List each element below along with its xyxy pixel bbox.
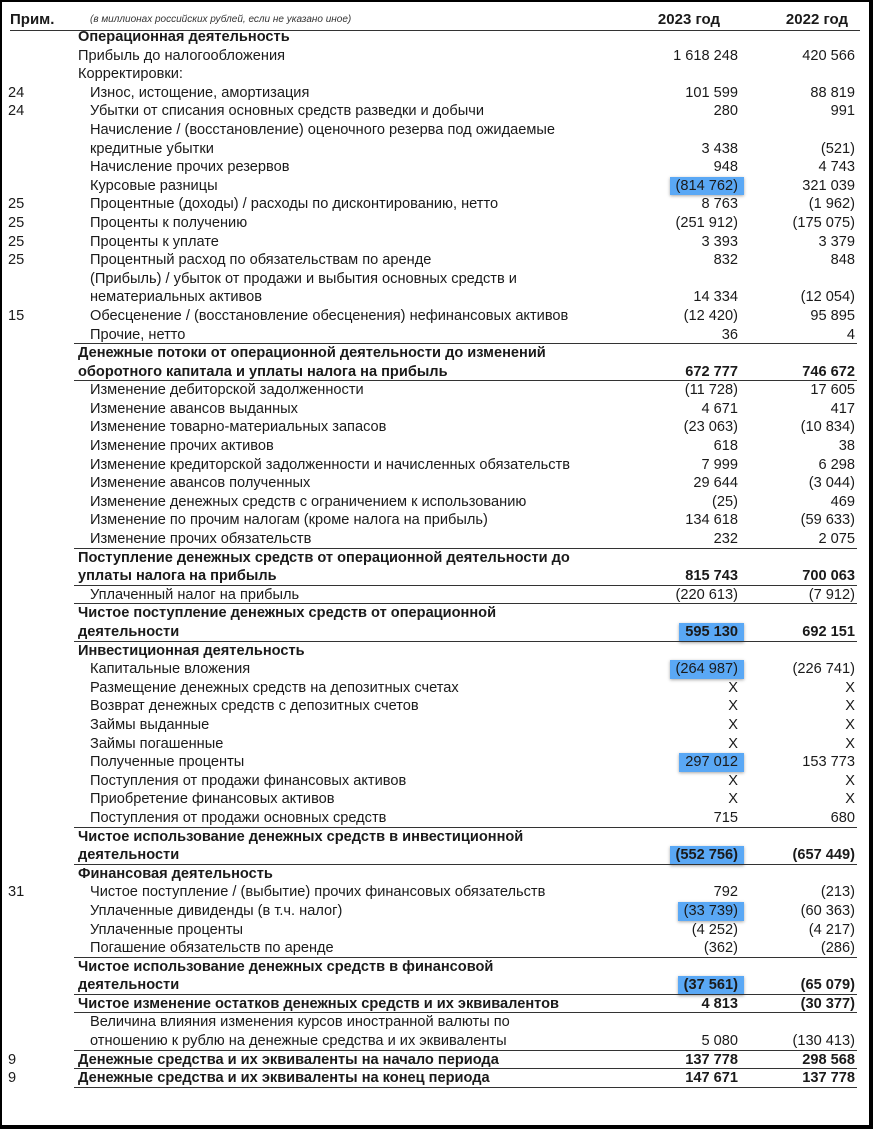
value-2023: (814 762) [670,177,744,196]
value-2023: (220 613) [675,586,738,603]
row-label: Займы выданные [90,716,210,733]
value-2022: 88 819 [810,84,855,101]
table-row [2,530,869,549]
value-2023: 36 [721,326,738,343]
row-label: Чистое поступление денежных средств от операционной [78,605,497,622]
value-2022: (3 044) [808,475,855,492]
row-label: Корректировки: [78,66,183,83]
row-label: Погашение обязательств по аренде [90,940,334,957]
row-label: Приобретение финансовых активов [90,791,335,808]
total-row [2,623,869,642]
value-2023: (12 420) [683,307,738,324]
value-2023: 5 080 [701,1033,738,1050]
row-label: Износ, истощение, амортизация [90,84,310,101]
table-row [2,270,869,289]
value-2023: X [728,716,738,733]
value-2023: (37 561) [678,976,744,995]
value-2022: X [845,716,855,733]
row-label: Уплаченные дивиденды (в т.ч. налог) [90,902,343,919]
value-2022: 469 [830,493,855,510]
table-row [2,679,869,698]
table-row [2,47,869,66]
value-2022: 746 672 [802,363,855,380]
value-2023: X [728,698,738,715]
value-2022: 6 298 [818,456,855,473]
value-2022: X [845,791,855,808]
section-heading-row [2,642,869,661]
value-2022: 4 743 [818,159,855,176]
row-label: Процентный расход по обязательствам по аренде [90,252,432,269]
table-row [2,195,869,214]
value-2023: 815 743 [685,568,738,585]
value-2023: X [728,735,738,752]
row-label: Изменение прочих активов [90,438,274,455]
section-heading-row [2,28,869,47]
value-2022: (1 962) [808,196,855,213]
cash-flow-statement [2,2,869,1125]
row-label: кредитные убытки [90,140,214,157]
row-label: Изменение товарно-материальных запасов [90,419,387,436]
value-2022: 991 [830,103,855,120]
row-label: Размещение денежных средств на депозитных счетах [90,679,459,696]
value-2022: (521) [820,140,855,157]
row-label: Проценты к уплате [90,233,219,250]
value-2022: (60 363) [800,902,855,919]
value-2023: (25) [712,493,738,510]
table-row [2,772,869,791]
value-2023: 1 618 248 [673,47,738,64]
row-label: Финансовая деятельность [78,865,273,882]
value-2023: 297 012 [679,753,744,772]
value-2022: (59 633) [800,512,855,529]
value-2022: 3 379 [818,233,855,250]
value-2023: 29 644 [693,475,738,492]
table-row [2,214,869,233]
value-2023: (4 252) [691,921,738,938]
value-2023: (362) [703,940,738,957]
value-2022: 700 063 [802,568,855,585]
value-2022: X [845,772,855,789]
row-label: Курсовые разницы [90,177,218,194]
table-row [2,939,869,958]
value-2023: 232 [713,531,738,548]
value-2023: (23 063) [683,419,738,436]
total-row [2,549,869,568]
value-2023: X [728,772,738,789]
value-2022: (657 449) [792,847,855,864]
row-label: Поступление денежных средств от операционной деятельности до [78,549,570,566]
row-label: отношению к рублю на денежные средства и их эквиваленты [90,1033,507,1050]
row-label: Изменение кредиторской задолженности и начисленных обязательств [90,456,570,473]
total-row [2,846,869,865]
value-2023: (11 728) [684,382,738,399]
row-label: Изменение авансов выданных [90,400,298,417]
row-label: Операционная деятельность [78,29,290,45]
row-label: деятельности [78,624,180,640]
row-label: Денежные средства и их эквиваленты на конец периода [78,1070,490,1087]
value-2023: 4 671 [701,400,738,417]
value-2023: 280 [713,103,738,120]
table-row [2,735,869,754]
table-row [2,697,869,716]
row-label: Начисление прочих резервов [90,159,290,176]
value-2023: 137 778 [685,1051,738,1068]
value-2023: 792 [713,884,738,901]
note-ref: 24 [8,103,25,120]
note-ref: 31 [8,884,25,901]
value-2022: X [845,679,855,696]
table-row [2,158,869,177]
value-2022: (130 413) [792,1033,855,1050]
row-label: деятельности [78,847,180,864]
value-2023: (552 756) [670,846,744,865]
value-2022: X [845,735,855,752]
table-row [2,1013,869,1032]
value-2022: (65 079) [800,977,855,994]
value-2022: 95 895 [810,307,855,324]
table-row [2,437,869,456]
row-label: Изменение по прочим налогам (кроме налога на прибыль) [90,512,488,529]
total-row [2,363,869,382]
value-2023: 4 813 [701,995,738,1012]
value-2022: 417 [830,400,855,417]
row-label: Возврат денежных средств с депозитных счетов [90,698,419,715]
table-row [2,921,869,940]
table-row [2,883,869,902]
row-label: Обесценение / (восстановление обесценения) нефинансовых активов [90,307,569,324]
value-2023: 618 [713,438,738,455]
value-2022: 38 [838,438,855,455]
value-2022: 153 773 [802,754,855,771]
value-2022: 692 151 [802,624,855,640]
value-2023: 147 671 [685,1070,738,1087]
value-2022: (7 912) [808,586,855,603]
row-label: Поступления от продажи основных средств [90,809,387,826]
value-2022: (286) [820,940,855,957]
note-ref: 25 [8,252,25,269]
table-row [2,102,869,121]
value-2022: (213) [820,884,855,901]
value-2023: 832 [713,252,738,269]
row-label: Чистое поступление / (выбытие) прочих финансовых обязательств [90,884,546,901]
value-2022: 2 075 [818,531,855,548]
total-row [2,604,869,623]
note-ref: 9 [8,1070,17,1087]
row-label: Изменение авансов полученных [90,475,311,492]
value-2023: 101 599 [685,84,738,101]
value-2023: 3 393 [701,233,738,250]
row-label: оборотного капитала и уплаты налога на прибыль [78,363,448,380]
total-row [2,344,869,363]
table-row [2,233,869,252]
row-label: Капитальные вложения [90,661,251,678]
row-label: деятельности [78,977,180,994]
row-label: Проценты к получению [90,214,248,231]
row-label: уплаты налога на прибыль [78,568,277,585]
value-2023: X [728,679,738,696]
value-2022: (226 741) [792,661,855,678]
year-2023-header: 2023 год [657,11,720,28]
value-2022: (10 834) [800,419,855,436]
note-ref: 9 [8,1051,17,1068]
total-row [2,995,869,1014]
rule-line [74,1087,857,1088]
value-2023: X [728,791,738,808]
value-2022: (4 217) [808,921,855,938]
row-label: Поступления от продажи финансовых активов [90,772,407,789]
table-row [2,288,869,307]
value-2023: 672 777 [685,363,738,380]
table-row [2,251,869,270]
row-label: Уплаченные проценты [90,921,244,938]
note-ref: 15 [8,307,25,324]
table-row [2,660,869,679]
value-2022: (30 377) [800,995,855,1012]
row-label: Чистое использование денежных средств в финансовой [78,958,494,975]
table-row [2,400,869,419]
row-label: Процентные (доходы) / расходы по дисконтированию, нетто [90,196,499,213]
note-column-header: Прим. [10,11,55,28]
value-2023: 595 130 [679,623,744,642]
total-row [2,976,869,995]
value-2023: (251 912) [675,214,738,231]
row-label: (Прибыль) / убыток от продажи и выбытия основных средств и [90,270,517,287]
table-row [2,511,869,530]
note-ref: 25 [8,196,25,213]
note-ref: 25 [8,214,25,231]
value-2023: 8 763 [701,196,738,213]
table-row [2,121,869,140]
table-row [2,1032,869,1051]
row-label: нематериальных активов [90,289,263,306]
total-row [2,828,869,847]
table-row [2,418,869,437]
value-2023: (33 739) [678,902,744,921]
row-label: Денежные средства и их эквиваленты на начало периода [78,1051,499,1068]
total-row [2,1051,869,1070]
row-label: Начисление / (восстановление) оценочного резерва под ожидаемые [90,121,555,138]
row-label: Займы погашенные [90,735,224,752]
value-2022: 137 778 [802,1070,855,1087]
value-2022: 420 566 [802,47,855,64]
row-label: Изменение прочих обязательств [90,531,312,548]
units-caption: (в миллионах российских рублей, если не указано иное) [90,14,352,25]
value-2023: (264 987) [670,660,744,679]
total-row [2,567,869,586]
value-2023: 14 334 [693,289,738,306]
table-row [2,809,869,828]
value-2023: 134 618 [685,512,738,529]
table-row [2,84,869,103]
row-label: Инвестиционная деятельность [78,642,305,659]
row-label: Прибыль до налогообложения [78,47,285,64]
table-row [2,716,869,735]
value-2023: 3 438 [701,140,738,157]
table-row [2,753,869,772]
value-2022: 321 039 [802,177,855,194]
table-row [2,65,869,84]
value-2023: 715 [713,809,738,826]
note-ref: 25 [8,233,25,250]
row-label: Величина влияния изменения курсов иностранной валюты по [90,1014,510,1031]
value-2022: 680 [830,809,855,826]
row-label: Денежные потоки от операционной деятельности до изменений [78,345,546,362]
table-row [2,177,869,196]
value-2022: 848 [830,252,855,269]
table-row [2,474,869,493]
value-2023: 7 999 [701,456,738,473]
row-label: Прочие, нетто [90,326,186,343]
row-label: Изменение дебиторской задолженности [90,382,364,399]
table-row [2,456,869,475]
total-row [2,958,869,977]
table-row [2,140,869,159]
value-2022: X [845,698,855,715]
value-2022: 4 [846,326,855,343]
total-row [2,1069,869,1088]
table-row [2,381,869,400]
note-ref: 24 [8,84,25,101]
table-row [2,790,869,809]
row-label: Изменение денежных средств с ограничением к использованию [90,493,527,510]
value-2022: 298 568 [802,1051,855,1068]
table-row [2,586,869,605]
section-heading-row [2,865,869,884]
table-row [2,493,869,512]
value-2022: (175 075) [792,214,855,231]
table-row [2,307,869,326]
table-row [2,902,869,921]
value-2022: (12 054) [800,289,855,306]
row-label: Полученные проценты [90,754,245,771]
row-label: Чистое использование денежных средств в инвестиционной [78,828,524,845]
row-label: Уплаченный налог на прибыль [90,586,300,603]
value-2023: 948 [713,159,738,176]
year-2022-header: 2022 год [785,11,848,28]
row-label: Чистое изменение остатков денежных средств и их эквивалентов [78,995,559,1012]
table-row [2,326,869,345]
value-2022: 17 605 [810,382,855,399]
statement-rows [2,28,869,1088]
row-label: Убытки от списания основных средств разведки и добычи [90,103,484,120]
